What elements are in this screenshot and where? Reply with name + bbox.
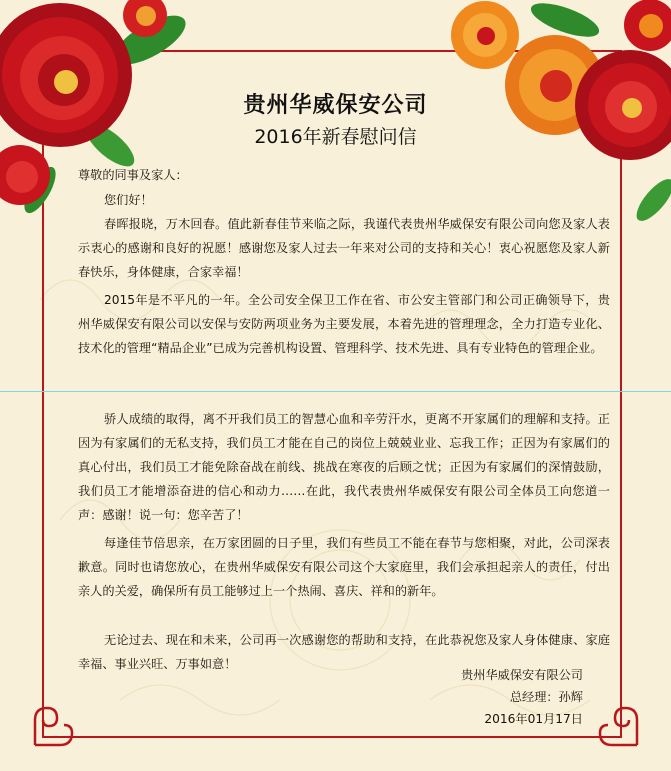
- paragraph-5: 无论过去、现在和未来，公司再一次感谢您的帮助和支持，在此恭祝您及家人身体健康、家庭幸福、事业兴旺、万事如意！: [78, 633, 610, 671]
- corner-ornament-left-icon: [30, 700, 80, 750]
- signature-company: 贵州华威保安有限公司: [461, 668, 583, 682]
- corner-ornament-right-icon: [592, 700, 642, 750]
- paragraph-3: 骄人成绩的取得，离不开我们员工的智慧心血和辛劳汗水，更离不开家属们的理解和支持。正因为有家属们的无私支持，我们员工才能在自己的岗位上兢兢业业、忘我工作；正因为有家属们的真心付出，我们员工才能免除奋战在前线、挑战在寒夜的后顾之忧；正因为有家属们的深情鼓励，我们员工才能增添奋进的信心和动力……在此，我代表贵州华威保安有限公司全体员工向您道一声：感谢！说一句：您辛苦了！: [78, 412, 610, 522]
- paragraph-4: 每逢佳节倍思亲，在万家团圆的日子里，我们有些员工不能在春节与您相聚，对此，公司深表歉意。同时也请您放心，在贵州华威保安有限公司这个大家庭里，我们会承担起亲人的责任，付出亲人的关爱，确保所有员工能够过上一个热闹、喜庆、祥和的新年。: [78, 536, 610, 598]
- greeting: 您们好！: [104, 193, 153, 207]
- paragraph-2: 2015年是不平凡的一年。全公司安全保卫工作在省、市公安主管部门和公司正确领导下，贵州华威保安有限公司以安保与安防两项业务为主要发展，本着先进的管理理念，全力打造专业化、技术化的管理“精品企业”已成为完善机构设置、管理科学、技术先进、具有专业特色的管理企业。: [78, 293, 610, 355]
- signature-date: 2016年01月17日: [484, 712, 583, 726]
- guide-line: [0, 391, 671, 392]
- company-title: 贵州华威保安公司: [243, 93, 428, 118]
- paragraph-1: 春晖报晓，万木回春。值此新春佳节来临之际，我谨代表贵州华威保安有限公司向您及家人表示衷心的感谢和良好的祝愿！感谢您及家人过去一年来对公司的支持和关心！衷心祝愿您及家人新春快乐，身体健康，合家幸福！: [78, 217, 610, 279]
- salutation: 尊敬的同事及家人：: [78, 168, 188, 182]
- signature-manager: 总经理：孙辉: [509, 690, 583, 704]
- letter-subtitle: 2016年新春慰问信: [254, 126, 417, 148]
- peony-right-icon: [425, 0, 671, 240]
